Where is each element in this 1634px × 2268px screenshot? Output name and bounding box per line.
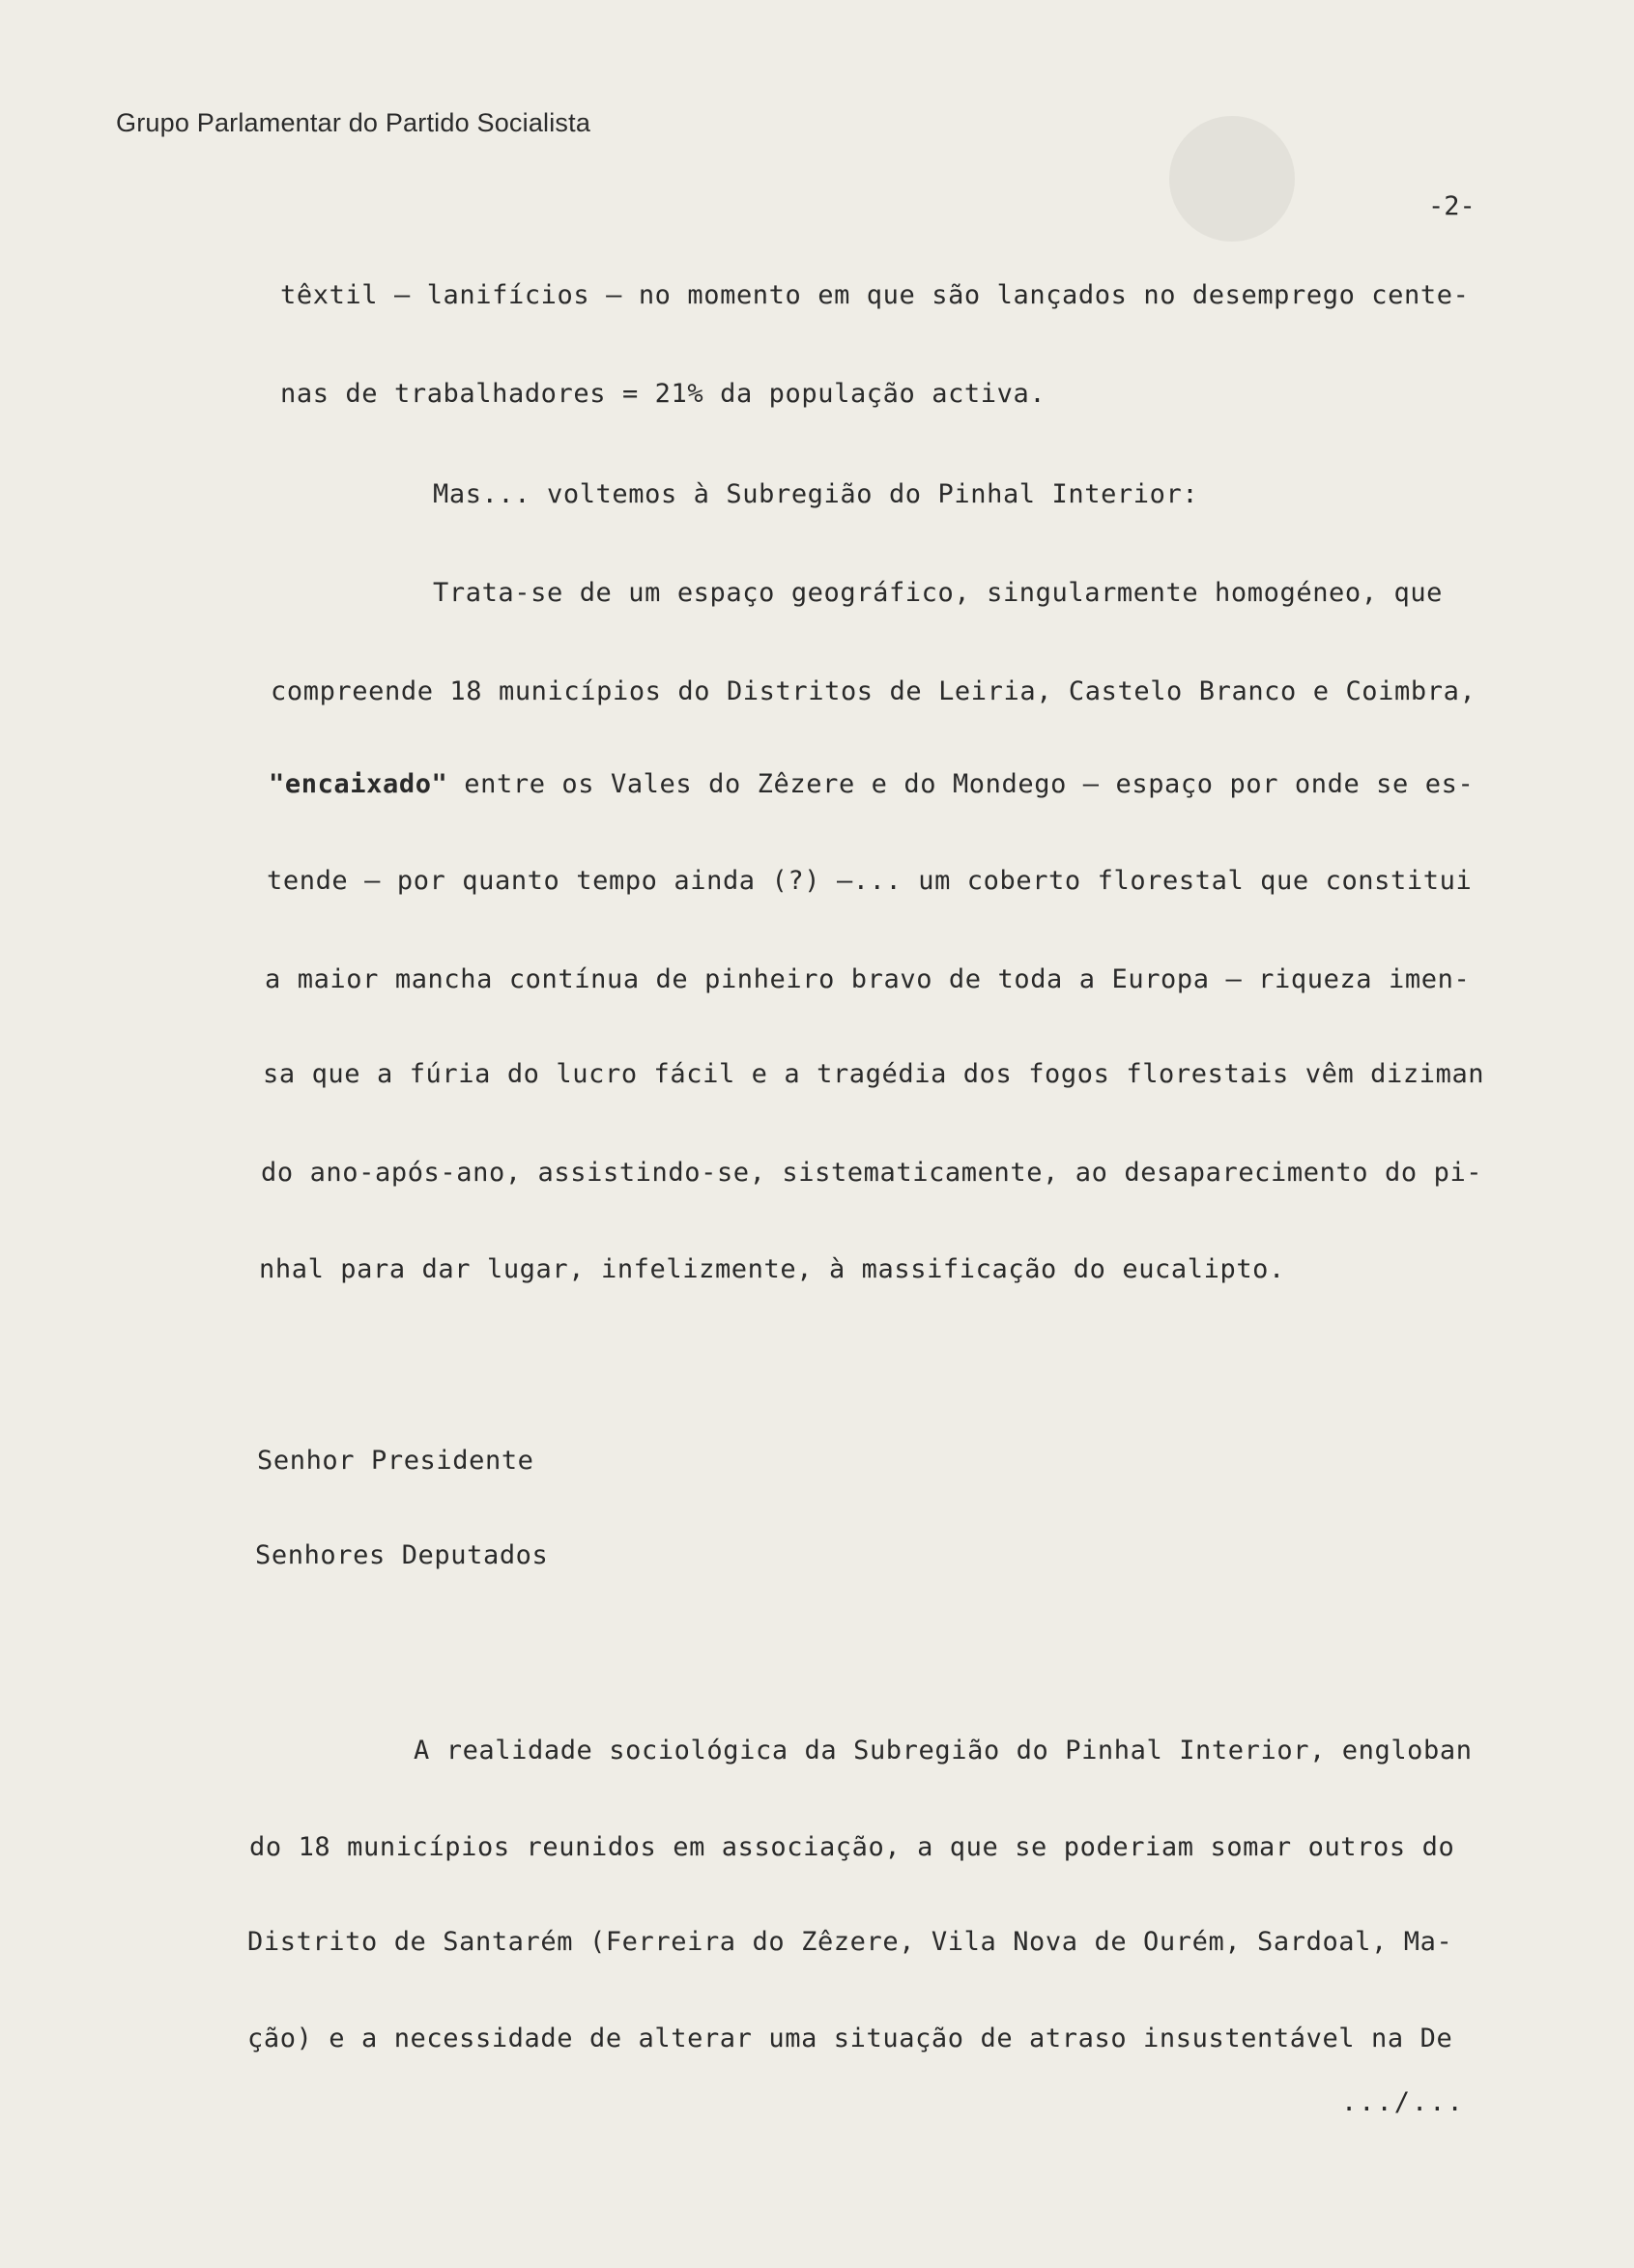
- text-line: A realidade sociológica da Subregião do Pinhal Interior, engloban: [414, 1736, 1473, 1766]
- seal-watermark: [1169, 116, 1295, 242]
- continuation-mark: .../...: [1341, 2087, 1465, 2117]
- salutation-line: Senhores Deputados: [255, 1540, 549, 1570]
- text-line-mixed: [269, 769, 1474, 799]
- text-line: Trata-se de um espaço geográfico, singularmente homogéneo, que: [433, 578, 1444, 608]
- text-line: nhal para dar lugar, infelizmente, à massificação do eucalipto.: [259, 1254, 1285, 1284]
- text-line: ção) e a necessidade de alterar uma situação de atraso insustentável na De: [247, 2024, 1453, 2053]
- bold-term: "encaixado": [269, 769, 448, 799]
- text-line: têxtil — lanifícios — no momento em que são lançados no desemprego cente-: [280, 280, 1470, 310]
- text-line: a maior mancha contínua de pinheiro bravo de toda a Europa — riqueza imen-: [265, 964, 1471, 994]
- text-line: Distrito de Santarém (Ferreira do Zêzere, Vila Nova de Ourém, Sardoal, Ma-: [247, 1927, 1453, 1957]
- text-line: sa que a fúria do lucro fácil e a tragédia dos fogos florestais vêm diziman: [263, 1059, 1485, 1089]
- document-header: Grupo Parlamentar do Partido Socialista: [116, 108, 591, 137]
- text-line: do ano-após-ano, assistindo-se, sistematicamente, ao desaparecimento do pi-: [261, 1158, 1483, 1188]
- text-span: entre os Vales do Zêzere e do Mondego — espaço por onde se es-: [447, 769, 1475, 799]
- text-line: nas de trabalhadores = 21% da população activa.: [280, 379, 1046, 409]
- text-line: compreende 18 municípios do Distritos de Leiria, Castelo Branco e Coimbra,: [271, 676, 1476, 706]
- text-line: Mas... voltemos à Subregião do Pinhal Interior:: [433, 479, 1199, 509]
- text-line: do 18 municípios reunidos em associação, a que se poderiam somar outros do: [249, 1832, 1455, 1862]
- page-number: -2-: [1428, 191, 1476, 221]
- salutation-line: Senhor Presidente: [257, 1446, 534, 1476]
- text-line: tende — por quanto tempo ainda (?) —... um coberto florestal que constitui: [267, 866, 1473, 896]
